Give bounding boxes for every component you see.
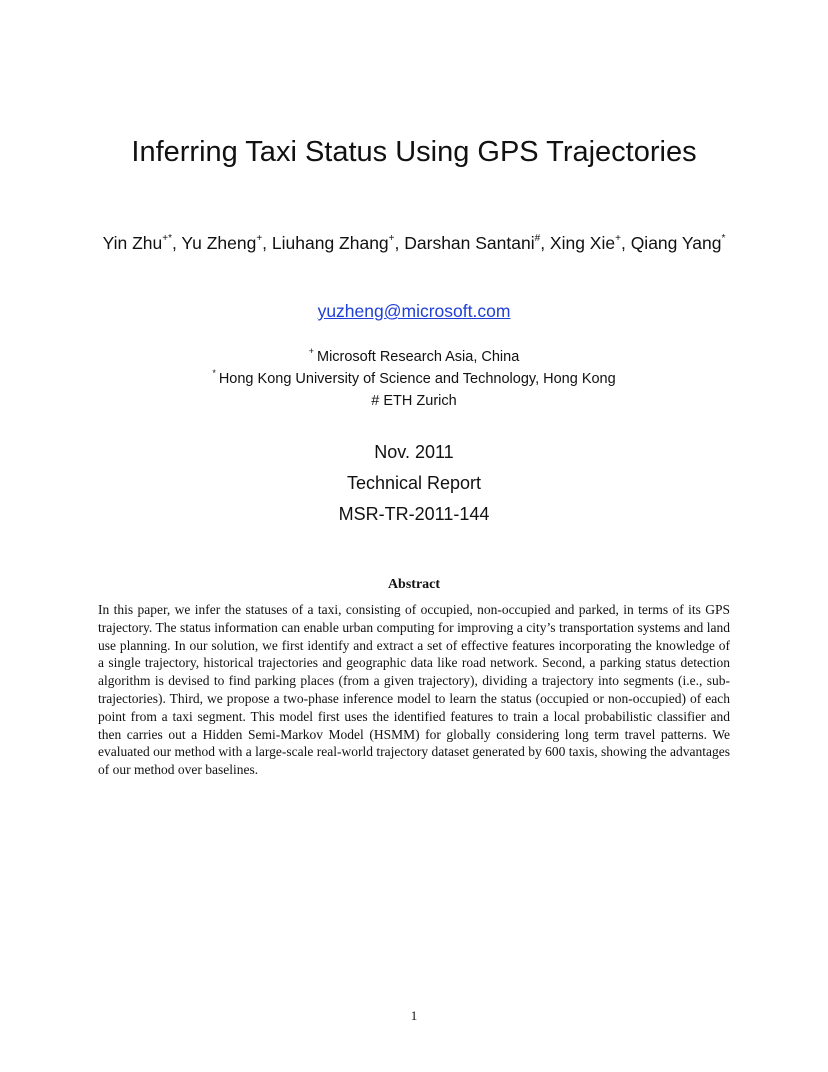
contact-email-line [0,301,828,322]
affiliation-mark: + [308,346,314,356]
page-number: 1 [410,1008,418,1023]
report-date: Nov. 2011 [374,442,454,462]
author-separator: , [171,233,182,253]
author-name: Yu Zheng [181,233,257,253]
affiliation-name: Microsoft Research Asia, China [316,349,520,365]
report-meta [0,437,828,530]
author-affiliation-mark: + [388,233,395,244]
report-type: Technical Report [346,473,482,493]
contact-email-link[interactable]: yuzheng@microsoft.com [317,301,511,321]
affiliations [0,346,828,412]
affiliation-line [0,346,828,368]
author-name: Liuhang Zhang [271,233,389,253]
author-name: Darshan Santani [404,233,535,253]
author-affiliation-mark: * [721,233,726,244]
affiliation-line [0,390,828,412]
author-list [88,230,740,256]
author-name: Xing Xie [549,233,616,253]
author-affiliation-mark: +* [162,233,172,244]
author-separator: , [620,233,631,253]
author-affiliation-mark: # [534,233,541,244]
affiliation-name: # ETH Zurich [371,393,457,409]
author-separator: , [394,233,405,253]
author-name: Qiang Yang [630,233,722,253]
report-number: MSR-TR-2011-144 [338,504,490,524]
author-name: Yin Zhu [102,233,163,253]
affiliation-line [0,368,828,390]
author-affiliation-mark: + [615,233,621,244]
abstract-text: In this paper, we infer the statuses of a taxi, consisting of occupied, non-occupied and parked, in terms of its GPS trajectory. The status information can enable urban computing for improving a city’s transportation systems and land use planning. In our solution, we first identify and extract a set of effective features incorporating the knowledge of a single trajectory, historical trajectories and geographic data like road network. Second, a parking status detection algorithm is devised to find parking places (from a given trajectory), dividing a trajectory into segments (i.e., sub-trajectories). Third, we propose a two-phase inference model to learn the status (occupied or non-occupied) of each point from a taxi segment. This model first uses the identified features to train a local probabilistic classifier and then carries out a Hidden Semi-Markov Model (HSMM) for globally considering long term travel patterns. We evaluated our method with a large-scale real-world trajectory dataset generated by 600 taxis, showing the advantages of our method over baselines. [98,602,730,778]
paper-title: Inferring Taxi Status Using GPS Trajectories [131,136,697,168]
author-separator: , [262,233,272,253]
abstract-heading: Abstract [387,577,441,592]
affiliation-name: Hong Kong University of Science and Technology, Hong Kong [218,371,616,387]
affiliation-mark: * [212,368,216,378]
author-affiliation-mark: + [256,233,263,244]
author-separator: , [540,233,550,253]
